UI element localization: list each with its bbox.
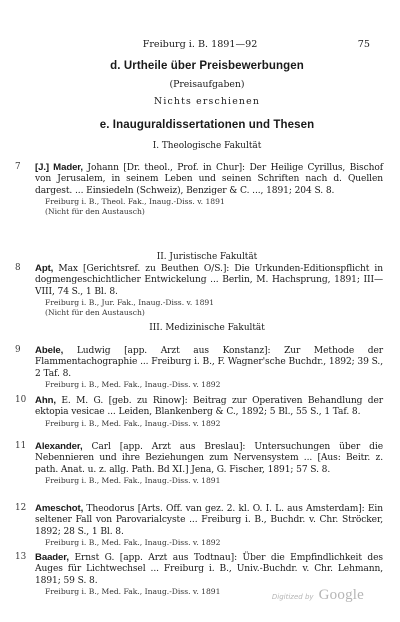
entry-note: (Nicht für den Austausch) [45,207,145,217]
bibliography-entry [15,503,383,548]
page-number: 75 [357,39,370,50]
section-d-note: Nichts erschienen [153,96,261,107]
bibliography-entry [15,345,383,390]
entry-institution: Freiburg i. B., Med. Fak., Inaug.-Diss. v. 1891 [45,476,221,486]
entry-text: Ernst G. [app. Arzt aus Todtnau]: Über die Empfindlichkeit des Auges für Lichtwechsel ... Freiburg i. B., Univ.-Buchdr. v. Chr. Lehmann, 1891; 59 S. 8. [35,553,383,586]
entry-citation [35,162,383,197]
bibliography-entry [15,395,383,429]
watermark-prefix: Digitized by [271,593,314,601]
entry-citation [35,503,383,538]
entry-number: 12 [15,503,27,513]
entry-citation [35,263,383,298]
section-d-subtitle: (Preisaufgaben) [169,79,245,90]
faculty-heading-medicine: III. Medizinische Fakultät [149,323,265,333]
faculty-heading-theology: I. Theologische Fakultät [152,141,262,151]
entry-institution: Freiburg i. B., Med. Fak., Inaug.-Diss. v. 1892 [45,538,221,548]
entry-author: Alexander, [35,441,83,452]
entry-text: Carl [app. Arzt aus Breslau]: Untersuchungen über die Nebennieren und ihre Beziehungen zum Nervensystem ... [Aus: Beitr. z. path. Anat. u. z. allg. Path. Bd XI.] Jena, G. Fischer, 1891; 57 S. 8. [35,442,383,475]
entry-author: [J.] Mader, [35,162,83,173]
entry-note: (Nicht für den Austausch) [45,308,145,318]
entry-citation [35,552,383,587]
entry-author: Ahn, [35,395,56,406]
entry-author: Apt, [35,263,54,274]
entry-institution: Freiburg i. B., Med. Fak., Inaug.-Diss. v. 1891 [45,587,221,597]
entry-text: Ludwig [app. Arzt aus Konstanz]: Zur Methode der Flammentachographie ... Freiburg i. B., F. Wagner'sche Buchdr., 1892; 39 S., 2 Taf. 8. [35,346,383,379]
entry-institution: Freiburg i. B., Med. Fak., Inaug.-Diss. v. 1892 [45,418,221,428]
entry-number: 9 [15,345,21,355]
entry-citation [35,345,383,380]
bibliography-entry [15,263,383,318]
entry-text: E. M. G. [geb. zu Rinow]: Beitrag zur Operativen Behandlung der ektopia vesicae ... Leiden, Blankenberg & C., 1892; 5 Bl., 55 S., 1 Taf. 8. [35,396,383,418]
entry-text: Johann [Dr. theol., Prof. in Chur]: Der Heilige Cyrillus, Bischof von Jerusalem, in seinem Leben und seinen Schriften nach d. Quellen dargest. ... Einsiedeln (Schweiz), Benziger & C. ..., 1891; 204 S. 8. [35,163,383,196]
entry-institution: Freiburg i. B., Jur. Fak., Inaug.-Diss. v. 1891 [45,298,215,308]
entry-number: 7 [15,162,21,172]
entry-citation [35,441,383,476]
entry-author: Ameschot, [35,503,84,514]
entry-author: Abele, [35,345,64,356]
entry-number: 8 [15,263,21,273]
running-title: Freiburg i. B. 1891—92 [142,39,258,50]
running-header [0,39,400,53]
entry-institution: Freiburg i. B., Theol. Fak., Inaug.-Diss. v. 1891 [45,197,225,207]
entry-citation [35,395,383,419]
section-d-heading: d. Urtheile über Preisbewerbungen [110,60,304,72]
entry-author: Baader, [35,552,69,563]
entry-institution: Freiburg i. B., Med. Fak., Inaug.-Diss. v. 1892 [45,380,221,390]
entry-text: Theodorus [Arts. Off. van gez. 2. kl. O. I. L. aus Amsterdam]: Ein seltener Fall von Parovarialcyste ... Freiburg i. B., Buchdr. v. Chr. Ströcker, 1892; 28 S., 1 Bl. 8. [35,504,383,537]
bibliography-entry [15,162,383,217]
entry-number: 10 [15,395,27,405]
digitized-watermark [272,584,364,604]
section-e-heading: e. Inauguraldissertationen und Thesen [99,119,315,131]
entry-number: 11 [15,441,27,451]
entry-number: 13 [15,552,27,562]
watermark-brand: Google [318,587,364,603]
faculty-heading-law: II. Juristische Fakultät [156,252,258,262]
bibliography-entry [15,441,383,486]
entry-text: Max [Gerichtsref. zu Beuthen O/S.]: Die Urkunden-Editionspflicht in dogmengeschichtlicher Entwickelung ... Berlin, M. Hachsprung, 1891; III—VIII, 74 S., 1 Bl. 8. [35,264,383,297]
